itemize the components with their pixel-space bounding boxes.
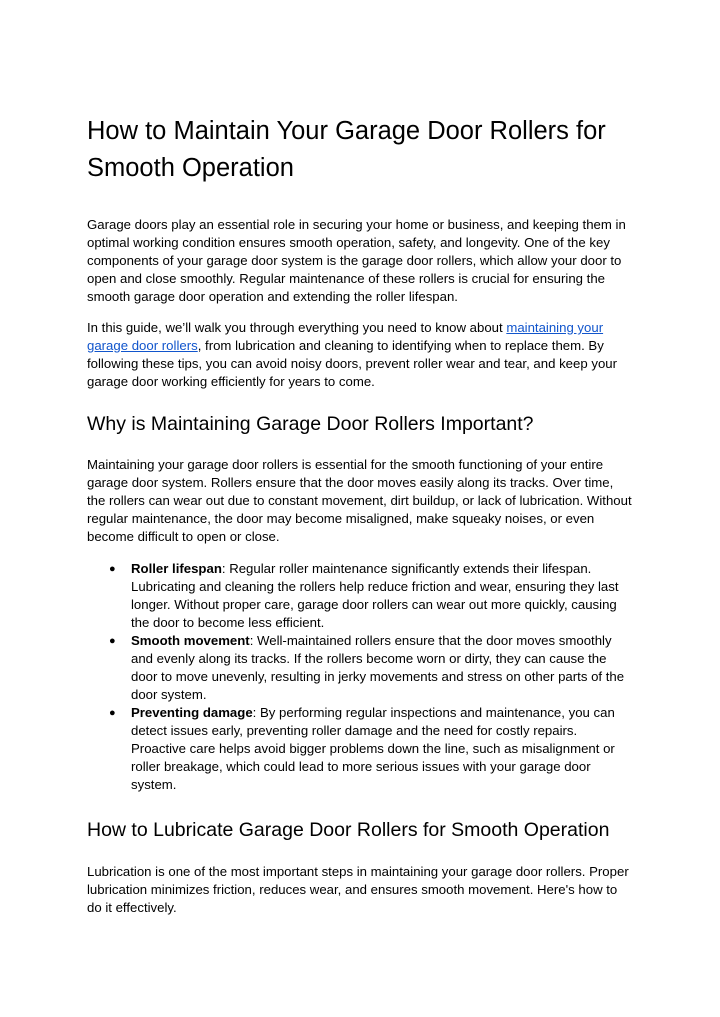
list-item-text: : By performing regular inspections and maintenance, you can detect issues early, preventing roller damage and the need for costly repairs. Proactive care helps avoid bigger problems down the line, such as misalignment or roller breakage, which could lead to more serious issues with your garage door system. xyxy=(131,705,615,792)
bullet-icon: ● xyxy=(109,563,116,575)
document-body xyxy=(87,113,635,917)
list-item-text: : Regular roller maintenance significantly extends their lifespan. Lubricating and cleaning the rollers help reduce friction and wear, ensuring they last longer. Without proper care, garage door rollers can wear out more quickly, causing the door to become less efficient. xyxy=(131,561,619,630)
section-heading-why: Why is Maintaining Garage Door Rollers Important? xyxy=(87,413,534,435)
list-item-term: Preventing damage xyxy=(131,705,253,720)
list-item-text: : Well-maintained rollers ensure that the door moves smoothly and evenly along its tracks. If the rollers become worn or dirty, they can cause the door to move unevenly, resulting in jerky movements and stress on other parts of the door system. xyxy=(131,633,625,702)
bullet-icon: ● xyxy=(109,635,116,647)
guide-text-before: In this guide, we’ll walk you through everything you need to know about xyxy=(87,320,507,335)
list-item-preventing-damage xyxy=(87,704,635,794)
list-item-roller-lifespan xyxy=(87,560,635,632)
maintaining-rollers-link[interactable]: maintaining your garage door rollers xyxy=(87,320,604,353)
section-why-paragraph: Maintaining your garage door rollers is essential for the smooth functioning of your entire garage door system. Rollers ensure that the door moves easily along its tracks. Over time, the rollers can wear out due to constant movement, dirt buildup, or lack of lubrication. Without regular maintenance, the door may become misaligned, make squeaky noises, or even become difficult to open or close. xyxy=(87,457,632,544)
guide-text-after: , from lubrication and cleaning to identifying when to replace them. By following these tips, you can avoid noisy doors, prevent roller wear and tear, and keep your garage door working efficiently for years to come. xyxy=(87,338,618,389)
guide-paragraph xyxy=(87,319,635,391)
page-title: How to Maintain Your Garage Door Rollers for Smooth Operation xyxy=(87,117,606,182)
intro-paragraph: Garage doors play an essential role in securing your home or business, and keeping them in optimal working condition ensures smooth operation, safety, and longevity. One of the key components of your garage door system is the garage door rollers, which allow your door to open and close smoothly. Regular maintenance of these rollers is crucial for ensuring the smooth garage door operation and extending the roller lifespan. xyxy=(87,217,626,304)
section-heading-lubricate: How to Lubricate Garage Door Rollers for Smooth Operation xyxy=(87,819,610,841)
list-item-term: Smooth movement xyxy=(131,633,250,648)
section-lubricate-paragraph: Lubrication is one of the most important steps in maintaining your garage door rollers. Proper lubrication minimizes friction, reduces wear, and ensures smooth movement. Here's how to do it effectively. xyxy=(87,864,629,915)
bullet-icon: ● xyxy=(109,707,116,719)
importance-list xyxy=(87,560,635,794)
list-item-smooth-movement xyxy=(87,632,635,704)
list-item-term: Roller lifespan xyxy=(131,561,222,576)
